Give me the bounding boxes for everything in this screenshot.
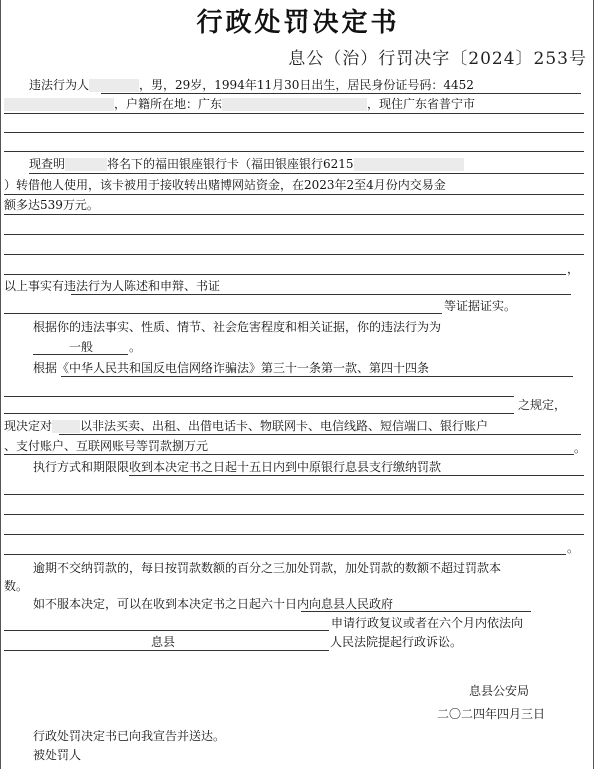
delivery-line: 行政处罚决定书已向我宣告并送达。 (33, 729, 226, 743)
facts-line-2: ）转借他人使用，该卡被用于接收转出赌博网站资金，在2023年2至4月份内交易金 (4, 178, 446, 192)
redacted-address (222, 98, 367, 111)
underline (4, 274, 566, 275)
underline (71, 294, 571, 295)
household-label: ，户籍所在地：广东 (114, 97, 223, 111)
evidence-line-1: 以上事实有违法行为人陈述和申辩、书证 (4, 279, 221, 293)
underline (4, 630, 329, 631)
facts-line-1 (29, 157, 464, 171)
underline (4, 454, 574, 455)
court-name: 息县 (151, 635, 176, 649)
underline (301, 611, 531, 612)
legal-basis-tail: 之规定， (518, 398, 567, 412)
decision-charge: 以非法买卖、出租、出借电话卡、物联网卡、电信线路、短信端口、银行账户 (80, 419, 489, 433)
violator-line-2 (4, 97, 475, 111)
facts-label: 现查明 (29, 157, 66, 171)
redacted-name (52, 420, 80, 433)
underline (4, 151, 584, 152)
underline (59, 434, 581, 435)
redacted-id (4, 98, 114, 111)
redacted-name (65, 158, 107, 171)
underline (4, 494, 584, 495)
appeal-line-2: 申请行政复议或者在六个月内依法向 (331, 616, 524, 630)
decision-period: 。 (574, 441, 587, 455)
underline (4, 554, 566, 555)
appeal-line-1: 如不服本决定，可以在收到本决定书之日起六十日内向息县人民政府 (33, 597, 394, 611)
underline (29, 173, 584, 174)
violator-label: 违法行为人 (29, 78, 90, 92)
late-fee-line-2: 数。 (4, 579, 29, 593)
underline (4, 396, 514, 397)
underline (4, 313, 442, 314)
underline (4, 514, 584, 515)
evidence-line-2: 等证据证实。 (444, 299, 517, 313)
facts-line-3: 额多达539万元。 (4, 198, 99, 212)
underline (4, 234, 584, 235)
underline (4, 254, 584, 255)
facts-card: 将名下的福田银座银行卡（福田银座银行6215 (107, 157, 354, 171)
issue-date: 二〇二四年四月三日 (437, 707, 546, 721)
judgment-level (69, 340, 141, 354)
redacted-card-number (354, 158, 464, 171)
underline (33, 354, 128, 355)
document-title: 行政处罚决定书 (196, 8, 400, 38)
execution-label: 执行方式和期限 (33, 460, 118, 474)
redacted-name (89, 79, 139, 92)
underline (4, 534, 584, 535)
violation-level: 一般 (69, 340, 94, 354)
decision-line-2: 、支付账户、互联网账号等罚款捌万元 (4, 439, 209, 453)
underline (4, 650, 329, 651)
appeal-line-3: 人民法院提起行政诉讼。 (330, 635, 463, 649)
legal-basis-line: 根据《中华人民共和国反电信网络诈骗法》第三十一条第一款、第四十四条 (33, 361, 430, 375)
violator-line-1 (29, 78, 474, 92)
underline (4, 413, 514, 414)
late-fee-line-1: 逾期不交纳罚款的，每日按罚款数额的百分之三加处罚款，加处罚款的数额不超过罚款本 (33, 561, 502, 575)
underline (4, 214, 584, 215)
execution-line (33, 460, 441, 474)
execution-end: 。 (567, 541, 580, 555)
recipient-label: 被处罚人 (33, 748, 82, 762)
underline (129, 475, 584, 476)
issuer-org: 息县公安局 (469, 684, 530, 698)
execution-detail: 限收到本决定书之日起十五日内到中原银行息县支行缴纳罚款 (117, 460, 442, 474)
residence: ，现住广东省普宁市 (367, 97, 476, 111)
period: 。 (129, 340, 142, 354)
underline (61, 376, 573, 377)
underline (4, 132, 584, 133)
underline (4, 113, 584, 114)
underline (4, 194, 584, 195)
comma-mark: ， (567, 262, 580, 276)
document-number: 息公（治）行罚决字〔2024〕253号 (288, 49, 587, 69)
underline (101, 93, 581, 94)
judgment-line: 根据你的违法事实、性质、情节、社会危害程度和相关证据，你的违法行为为 (33, 320, 442, 334)
decision-label: 现决定对 (4, 419, 53, 433)
decision-line-1 (4, 419, 488, 433)
violator-details: ，男，29岁，1994年11月30日出生，居民身份证号码：4452 (139, 78, 474, 92)
